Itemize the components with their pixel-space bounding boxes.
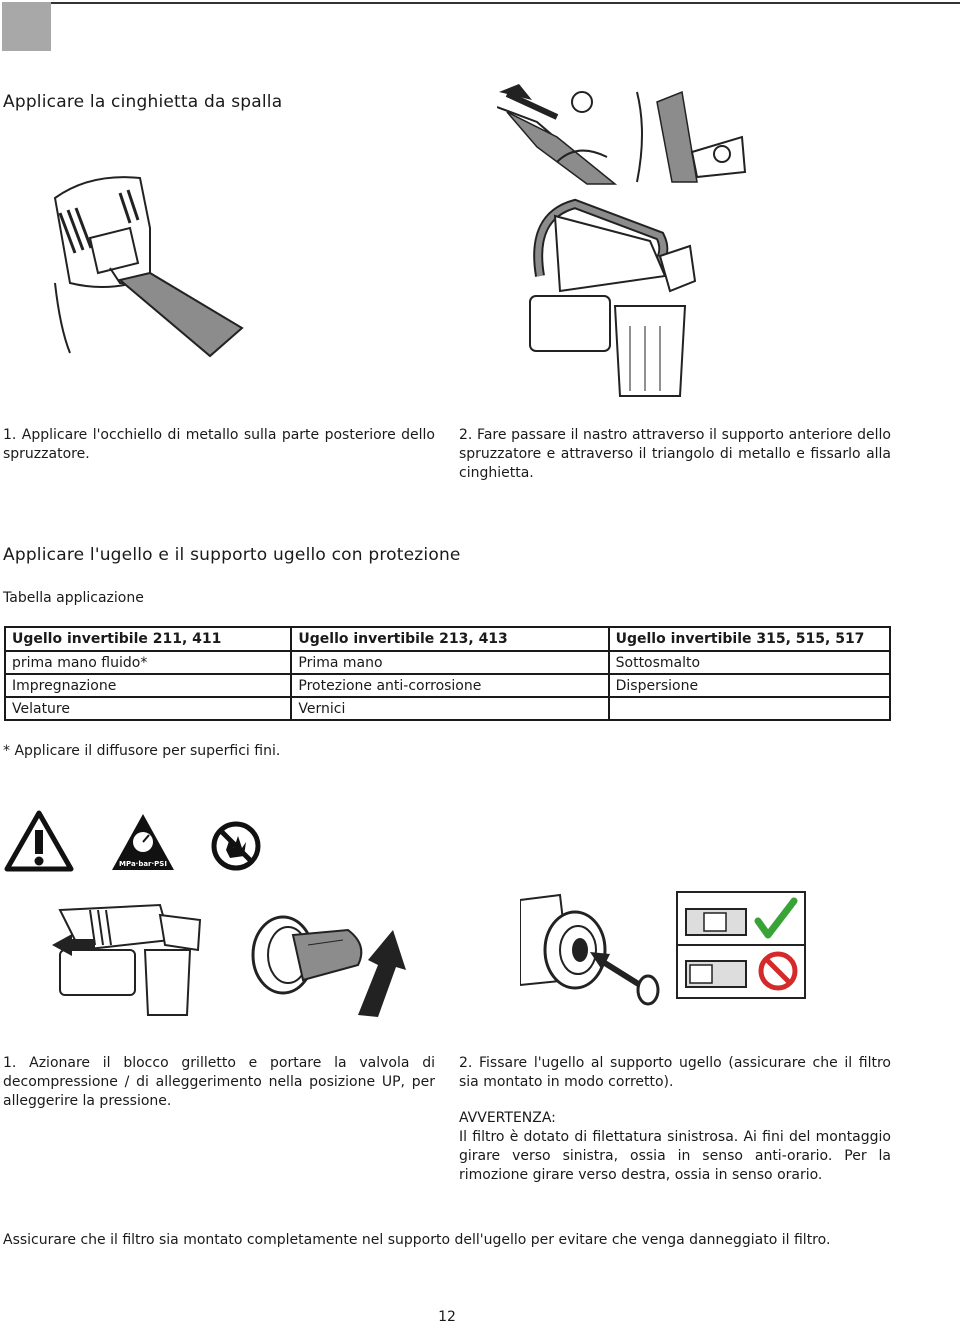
table-header-cell: Ugello invertibile 315, 515, 517 (609, 627, 890, 651)
step1-shoulder-strap: 1. Applicare l'occhiello di metallo sulla parte posteriore dello spruzzatore. (3, 427, 435, 462)
no-hand-contact-icon (210, 820, 262, 872)
table-cell: prima mano fluido* (5, 651, 291, 674)
section-title-shoulder-strap: Applicare la cinghietta da spalla (3, 92, 283, 112)
step2-nozzle: 2. Fissare l'ugello al supporto ugello (assicurare che il filtro sia montato in modo corretto). (459, 1055, 891, 1090)
pressure-icon-label: MPa·bar·PSI (119, 860, 167, 868)
step2-shoulder-strap: 2. Fare passare il nastro attraverso il supporto anteriore dello spruzzatore e attraverso il triangolo di metallo e fissarlo alla cinghietta. (459, 427, 891, 481)
table-title: Tabella applicazione (3, 590, 144, 606)
table-cell: Impregnazione (5, 674, 291, 697)
table-cell: Dispersione (609, 674, 890, 697)
figure-eyelet-attach (50, 168, 245, 358)
page-tab-marker (2, 2, 51, 51)
table-cell: Sottosmalto (609, 651, 890, 674)
table-cell: Protezione anti-corrosione (291, 674, 608, 697)
warning-text: Il filtro è dotato di filettatura sinistrosa. Ai fini del montaggio girare verso sinistra, ossia in senso anti-orario. Per la rimozione girare verso destra, ossia in senso orario. (459, 1129, 891, 1183)
table-cell: Vernici (291, 697, 608, 720)
step1-nozzle: 1. Azionare il blocco grilletto e portare la valvola di decompressione / di alleggerimento nella posizione UP, per alleggerire la pressione. (3, 1055, 435, 1109)
table-row (5, 674, 890, 697)
figure-strap-front-detail (497, 82, 747, 187)
prohibited-icon (761, 954, 795, 988)
figure-filter-correct-incorrect (676, 891, 806, 999)
table-cell (609, 697, 890, 720)
table-header-cell: Ugello invertibile 213, 413 (291, 627, 608, 651)
figure-trigger-lock (50, 890, 205, 1020)
figure-relief-valve-up (248, 905, 418, 1020)
application-table (4, 626, 891, 721)
table-header-row (5, 627, 890, 651)
table-row (5, 651, 890, 674)
figure-sprayer-with-strap (520, 196, 700, 406)
pressure-warning-icon (110, 812, 176, 872)
warning-title: AVVERTENZA: (459, 1110, 556, 1126)
table-footnote: * Applicare il diffusore per superfici fini. (3, 743, 281, 759)
table-row (5, 697, 890, 720)
section-title-nozzle: Applicare l'ugello e il supporto ugello con protezione (3, 545, 461, 565)
header-rule (51, 2, 960, 4)
table-cell: Prima mano (291, 651, 608, 674)
table-header-cell: Ugello invertibile 211, 411 (5, 627, 291, 651)
warning-triangle-icon (4, 810, 74, 872)
figure-filter-install (520, 890, 670, 1010)
page-number: 12 (438, 1309, 456, 1325)
table-cell: Velature (5, 697, 291, 720)
filter-note: Assicurare che il filtro sia montato completamente nel supporto dell'ugello per evitare che venga danneggiato il filtro. (3, 1232, 831, 1248)
